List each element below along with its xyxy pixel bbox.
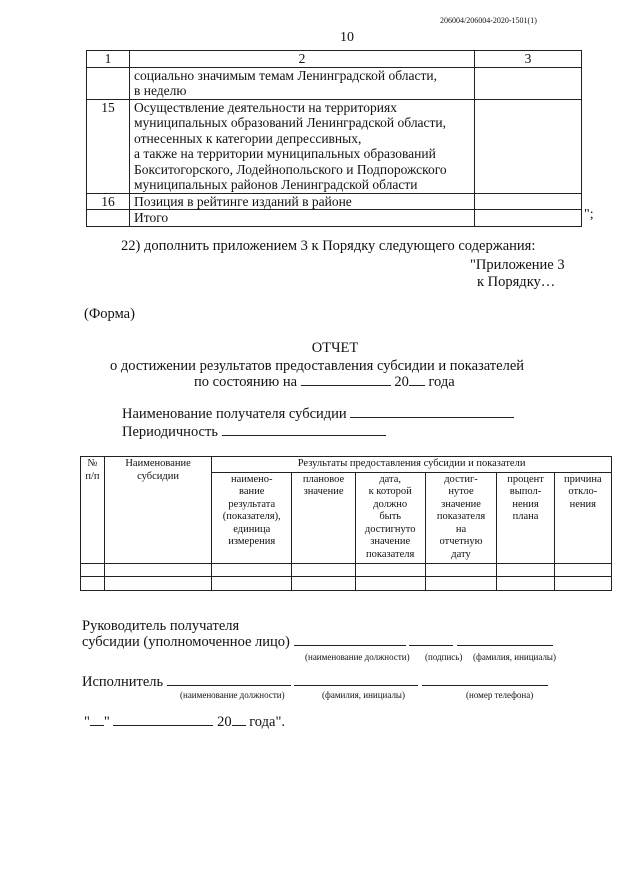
appendix-ref-line1: "Приложение 3 [470, 257, 565, 273]
header-cell: 1 [87, 51, 130, 68]
subcol-text: выпол- [509, 486, 542, 497]
caption-executor-phone: (номер телефона) [466, 690, 534, 700]
subcol-text: причина [563, 473, 602, 485]
date-quote-close: " [103, 714, 110, 730]
subcol-result-name [212, 472, 292, 563]
closing-quote: "; [584, 207, 594, 222]
row-number: 16 [87, 193, 130, 210]
row-text [130, 99, 475, 193]
subcol-text: дата, [379, 473, 402, 485]
row-text-line: Позиция в рейтинге изданий в районе [134, 193, 352, 209]
executor-label: Исполнитель [82, 674, 164, 690]
caption-executor-name: (фамилия, инициалы) [322, 690, 405, 700]
table-row [81, 563, 612, 576]
table-row [81, 576, 612, 590]
subcol-percent [497, 472, 554, 563]
appendix-ref-line2: к Порядку… [477, 274, 556, 290]
subcol-text: нения [512, 498, 539, 510]
recipient-label: Наименование получателя субсидии [122, 406, 347, 422]
row-number [87, 67, 130, 99]
subcol-text: на [455, 523, 467, 535]
row-text-line: Бокситогорского, Лодейнопольского и Подпорожского [134, 161, 447, 177]
header-text: Наименование [125, 458, 191, 469]
row-text [130, 193, 475, 210]
subcol-text: нения [569, 498, 596, 510]
indicators-table [86, 50, 582, 227]
table-header-row [87, 51, 582, 68]
paragraph-22: 22) дополнить приложением 3 к Порядку следующего содержания: [121, 238, 536, 254]
row-text-line: Итого [134, 210, 169, 225]
row-value [475, 193, 582, 210]
executor-name-blank [294, 685, 418, 686]
executor-phone-blank [422, 685, 548, 686]
subcol-text: быть [379, 511, 402, 522]
executor-row [82, 674, 548, 691]
date-year: 20 [217, 714, 232, 730]
subcol-text: значение [370, 536, 411, 547]
header-text: п/п [85, 470, 100, 482]
head-label-line1: Руководитель получателя [82, 618, 240, 634]
table-header-row [81, 457, 612, 473]
subcol-reason [554, 472, 611, 563]
date-blank [301, 385, 391, 386]
row-value [475, 67, 582, 99]
table-row [87, 67, 582, 99]
subcol-text: результата [228, 498, 276, 510]
periodicity-label: Периодичность [122, 424, 218, 440]
row-value [475, 99, 582, 193]
table-row [87, 99, 582, 193]
periodicity-line [122, 424, 386, 441]
date-suffix: года [428, 374, 455, 390]
row-text-line: отнесенных к категории депрессивных, [134, 130, 362, 146]
subcol-text: достигнуто [364, 523, 416, 535]
subcol-text: процент [507, 473, 544, 485]
periodicity-blank [222, 435, 386, 436]
year-blank-2 [232, 725, 246, 726]
row-text [130, 67, 475, 99]
results-group-header: Результаты предоставления субсидии и показатели [212, 457, 612, 473]
row-text [130, 210, 475, 227]
col-number-header [81, 457, 105, 564]
month-blank [113, 725, 213, 726]
header-cell: 2 [130, 51, 475, 68]
year-blank [409, 385, 425, 386]
subcol-text: наимено- [230, 473, 273, 485]
subcol-text: к которой [368, 486, 412, 497]
row-text-line: Осуществление деятельности на территориях [134, 99, 397, 115]
subcol-text: вание [239, 486, 265, 497]
header-text: субсидии [137, 470, 179, 482]
table-row [87, 210, 582, 227]
report-title: ОТЧЕТ [311, 340, 359, 356]
caption-position: (наименование должности) [305, 652, 410, 662]
row-number: 15 [87, 99, 130, 193]
recipient-line [122, 406, 514, 423]
year-prefix: 20 [394, 374, 409, 390]
date-suffix-2: года". [249, 714, 285, 730]
subcol-text: (показателя), [222, 511, 281, 522]
subcol-text: отчетную [439, 536, 483, 547]
head-signature-blank [409, 645, 453, 646]
date-quote-open: " [84, 714, 90, 730]
caption-signature: (подпись) [425, 652, 463, 662]
row-text-line: а также на территории муниципальных образований [134, 146, 436, 161]
row-text-line: в неделю [134, 83, 187, 98]
row-number [87, 210, 130, 227]
col-name-header [104, 457, 211, 564]
head-position-blank [294, 645, 406, 646]
caption-executor-position: (наименование должности) [180, 690, 285, 700]
subcol-text: измерения [228, 536, 276, 547]
head-name-blank [457, 645, 553, 646]
document-id: 206004/206004-2020-1501(1) [440, 16, 537, 25]
subcol-date [355, 472, 425, 563]
subcol-text: откло- [568, 486, 598, 497]
table-row [87, 193, 582, 210]
header-text: № [87, 458, 98, 469]
subcol-text: нутое [448, 486, 474, 497]
row-value [475, 210, 582, 227]
subcol-text: дату [451, 548, 471, 560]
day-blank [90, 725, 104, 726]
subcol-achieved [425, 472, 497, 563]
row-text-line: муниципальных образований Ленинградской области, [134, 115, 447, 130]
subcol-text: значение [441, 498, 481, 510]
page-number: 10 [340, 30, 354, 45]
caption-name: (фамилия, инициалы) [473, 652, 556, 662]
head-label-line2-row [82, 634, 553, 651]
subcol-planned [292, 472, 356, 563]
head-label-line2: субсидии (уполномоченное лицо) [82, 634, 290, 650]
report-subtitle: о достижении результатов предоставления субсидии и показателей [110, 358, 525, 374]
subcol-text: показателя [366, 548, 415, 560]
subcol-text: достиг- [444, 473, 478, 485]
header-cell: 3 [475, 51, 582, 68]
subcol-text: единица [233, 523, 271, 535]
subcol-text: должно [373, 498, 408, 510]
report-table [80, 456, 612, 591]
row-text-line: социально значимым темам Ленинградской области, [134, 67, 437, 83]
date-line [84, 714, 285, 731]
date-prefix: по состоянию на [194, 374, 298, 390]
subcol-text: показателя [436, 511, 486, 522]
subcol-text: плановое [302, 473, 345, 485]
executor-position-blank [167, 685, 291, 686]
form-label: (Форма) [84, 306, 135, 322]
subcol-text: значение [303, 486, 344, 497]
recipient-blank [350, 417, 514, 418]
row-text-line: муниципальных районов Ленинградской области [134, 177, 418, 192]
subcol-text: плана [512, 511, 539, 522]
report-date-line [194, 374, 455, 391]
